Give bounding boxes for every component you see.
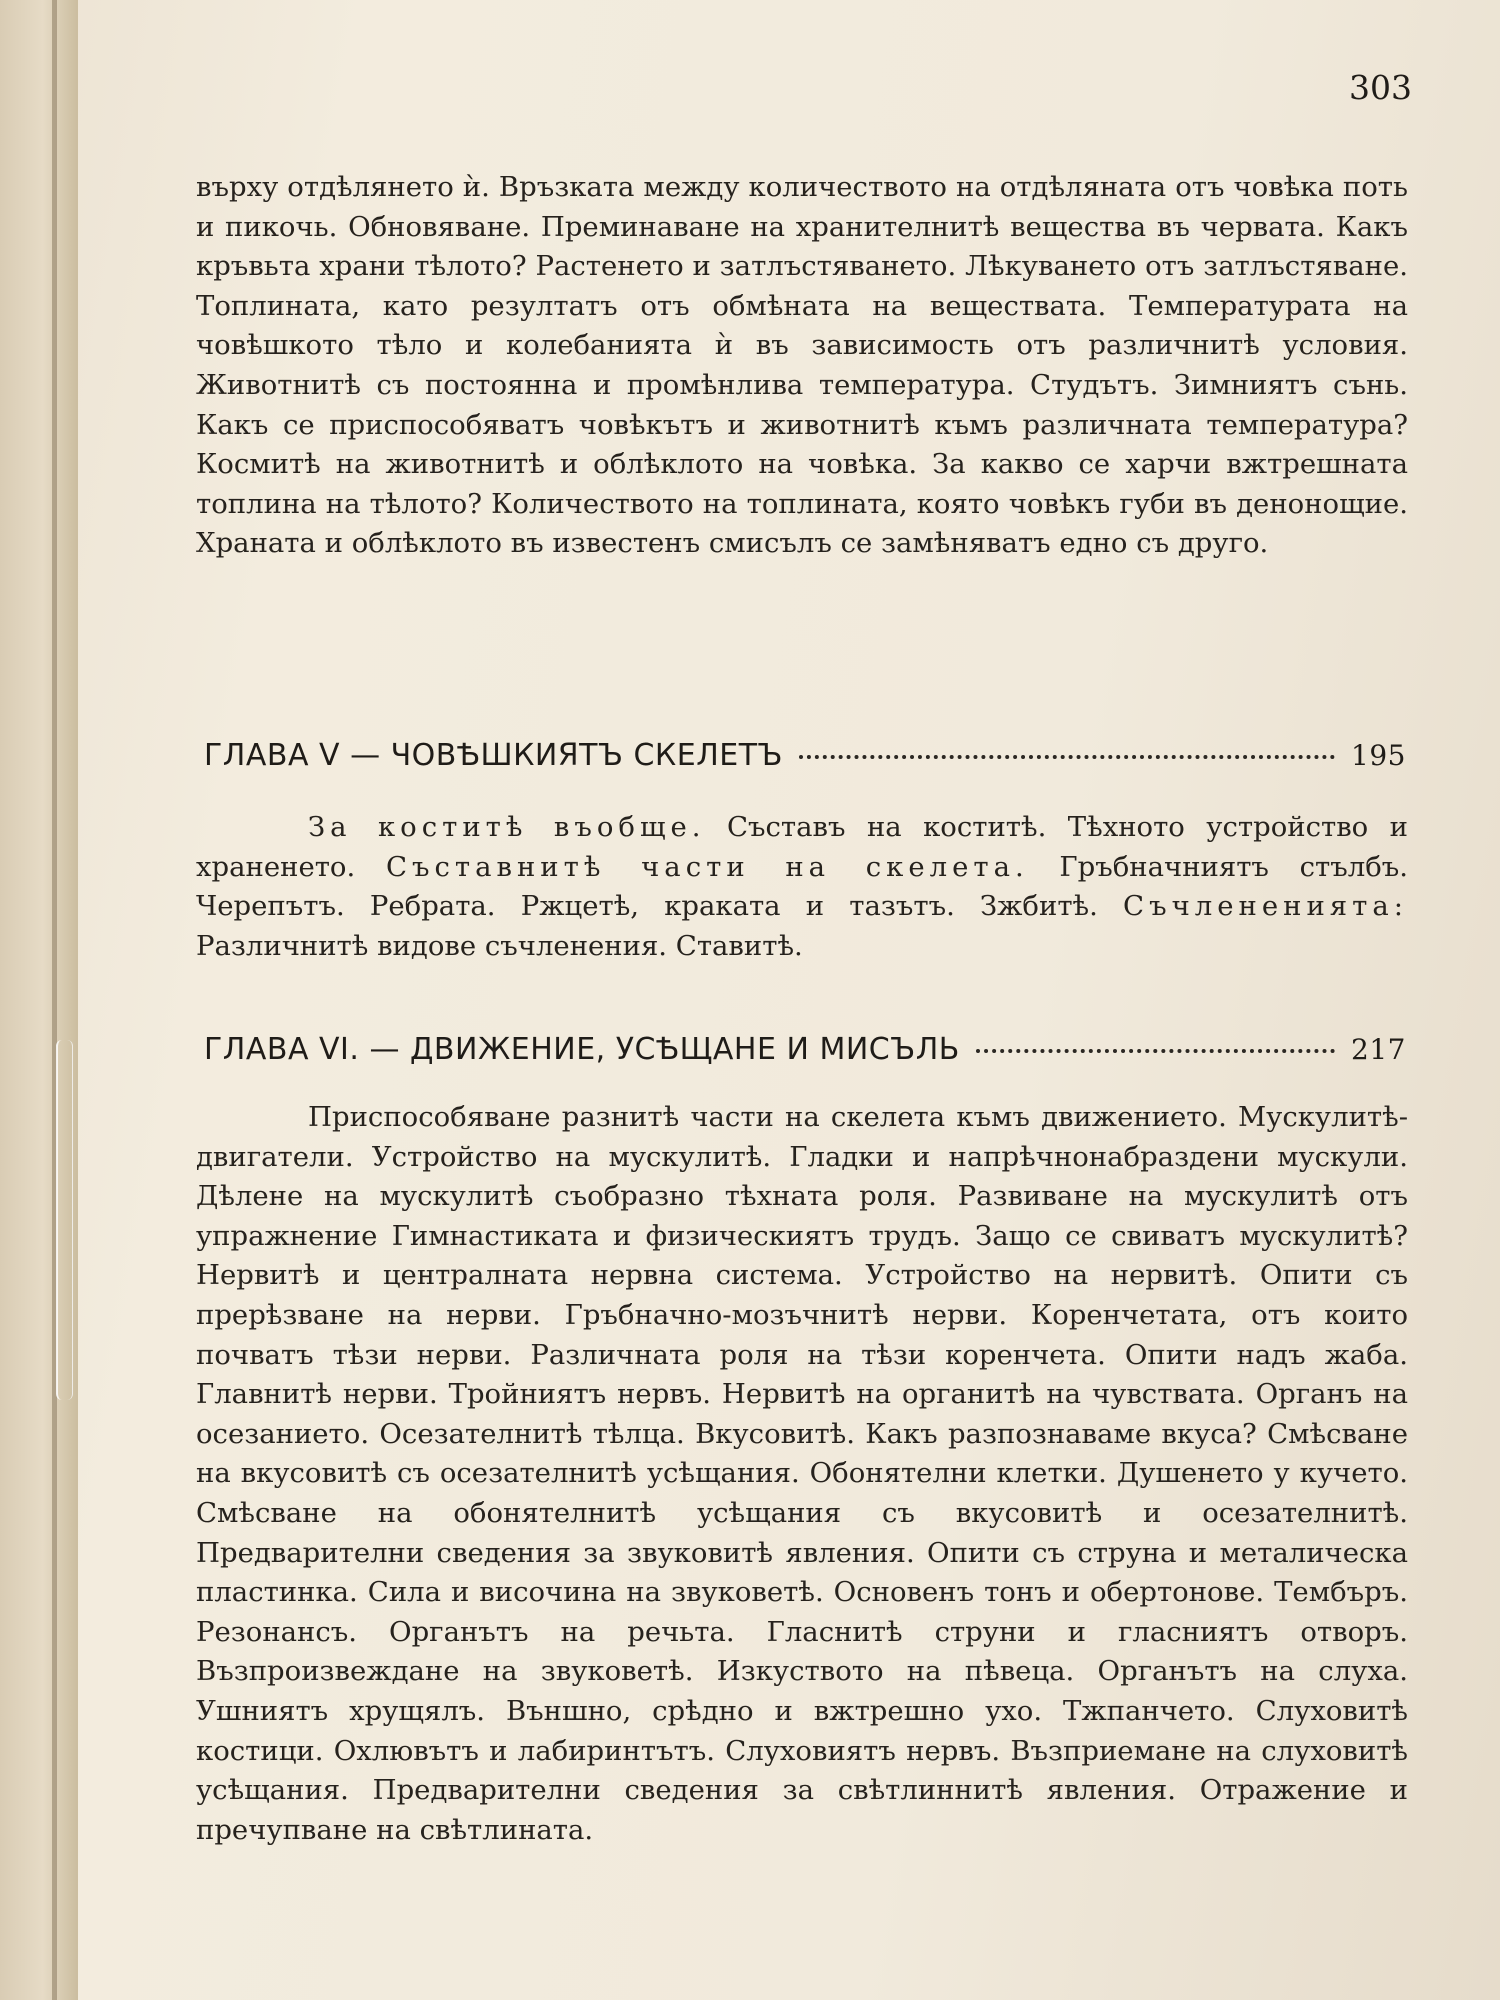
chapter-6-leaders <box>976 1048 1335 1053</box>
chapter-5-phrase-1: За коститѣ въобще. <box>308 811 706 843</box>
chapter-5-page: 195 <box>1351 739 1406 772</box>
intro-paragraph: върху отдѣлянето ѝ. Връзката между количеството на отдѣляната отъ човѣка поть и пикочь. Обновяване. Преминаване на хранителнитѣ вещества въ червата. Какъ кръвьта храни тѣлото? Растенето и затлъстяването. Лѣкуването отъ затлъстяване. Топлината, като резултатъ отъ обмѣната на веществата. Температурата на човѣшкото тѣло и колебанията ѝ въ зависимость отъ различнитѣ условия. Животнитѣ съ постоянна и промѣнлива температура. Студътъ. Зимниятъ сънь. Какъ се приспособяватъ човѣкътъ и животнитѣ къмъ различната температура? Космитѣ на животнитѣ и облѣклото на човѣка. За какво се харчи вжтрешната топлина на тѣлото? Количеството на топлината, която човѣкъ губи въ денонощие. Храната и облѣклото въ известенъ смисълъ се замѣняватъ едно съ друго. <box>196 171 1408 560</box>
chapter-6-page: 217 <box>1351 1033 1406 1066</box>
chapter-5-phrase-4: Гръбначниятъ стълбъ. Черепътъ. Ребрата. Ржцетѣ, краката и тазътъ. Зжбитѣ. <box>196 850 1408 923</box>
binding-thread <box>56 1040 73 1400</box>
chapter-6-heading <box>204 1032 1406 1067</box>
chapter-5-paragraph <box>196 808 1408 966</box>
page-number: 303 <box>1349 68 1412 107</box>
chapter-5-phrase-6: Различнитѣ видове съчленения. Ставитѣ. <box>196 929 803 962</box>
chapter-5-phrase-2: Съставъ на коститѣ. Тѣхното устройство и храненето. <box>196 811 1408 883</box>
chapter-5-heading <box>204 738 1406 773</box>
chapter-6-title: ГЛАВА VI. — ДВИЖЕНИЕ, УСѢЩАНЕ И МИСЪЛЬ <box>204 1032 960 1067</box>
page-binding <box>0 0 78 2000</box>
chapter-5-title: ГЛАВА V — ЧОВѢШКИЯТЪ СКЕЛЕТЪ <box>204 738 784 773</box>
chapter-5-phrase-3: Съставнитѣ части на скелета. <box>385 850 1029 883</box>
chapter-6-paragraph: Приспособяване разнитѣ части на скелета къмъ движението. Мускулитѣ-двигатели. Устройство на мускулитѣ. Гладки и напрѣчнонабраздени мускули. Дѣлене на мускулитѣ съобразно тѣхната роля. Развиване на мускулитѣ отъ упражнение Гимнастиката и физическиятъ трудъ. Защо се свиватъ мускулитѣ? Нервитѣ и централната нервна система. Устройство на нервитѣ. Опити съ прерѣзване на нерви. Гръбначно-мозъчнитѣ нерви. Коренчетата, отъ които почватъ тѣзи нерви. Различната роля на тѣзи коренчета. Опити надъ жаба. Главнитѣ нерви. Тройниятъ нервъ. Нервитѣ на органитѣ на чувствата. Органъ на осезанието. Осезателнитѣ тѣлца. Вкусовитѣ. Какъ разпознаваме вкуса? Смѣсване на вкусовитѣ съ осезателнитѣ усѣщания. Обонятелни клетки. Душенето у кучето. Смѣсване на обонятелнитѣ усѣщания съ вкусовитѣ и осезателнитѣ. Предварителни сведения за звуковитѣ явления. Опити съ струна и металическа пластинка. Сила и височина на звуковетѣ. Основенъ тонъ и обертонове. Тембъръ. Резонансъ. Органътъ на речьта. Гласнитѣ струни и гласниятъ отворъ. Възпроизвеждане на звуковетѣ. Изкуството на пѣвеца. Органътъ на слуха. Ушниятъ хрущялъ. Външно, срѣдно и вжтрешно ухо. Тжпанчето. Слуховитѣ костици. Охлювътъ и лабиринтътъ. Слуховиятъ нервъ. Възприемане на слуховитѣ усѣщания. Предварителни сведения за свѣтлиннитѣ явления. Отражение и пречупване на свѣтлината. <box>196 1101 1408 1846</box>
chapter-5-phrase-5: Съчлененията: <box>1123 890 1408 923</box>
chapter-5-leaders <box>799 754 1335 759</box>
gutter-shadow <box>52 0 57 2000</box>
